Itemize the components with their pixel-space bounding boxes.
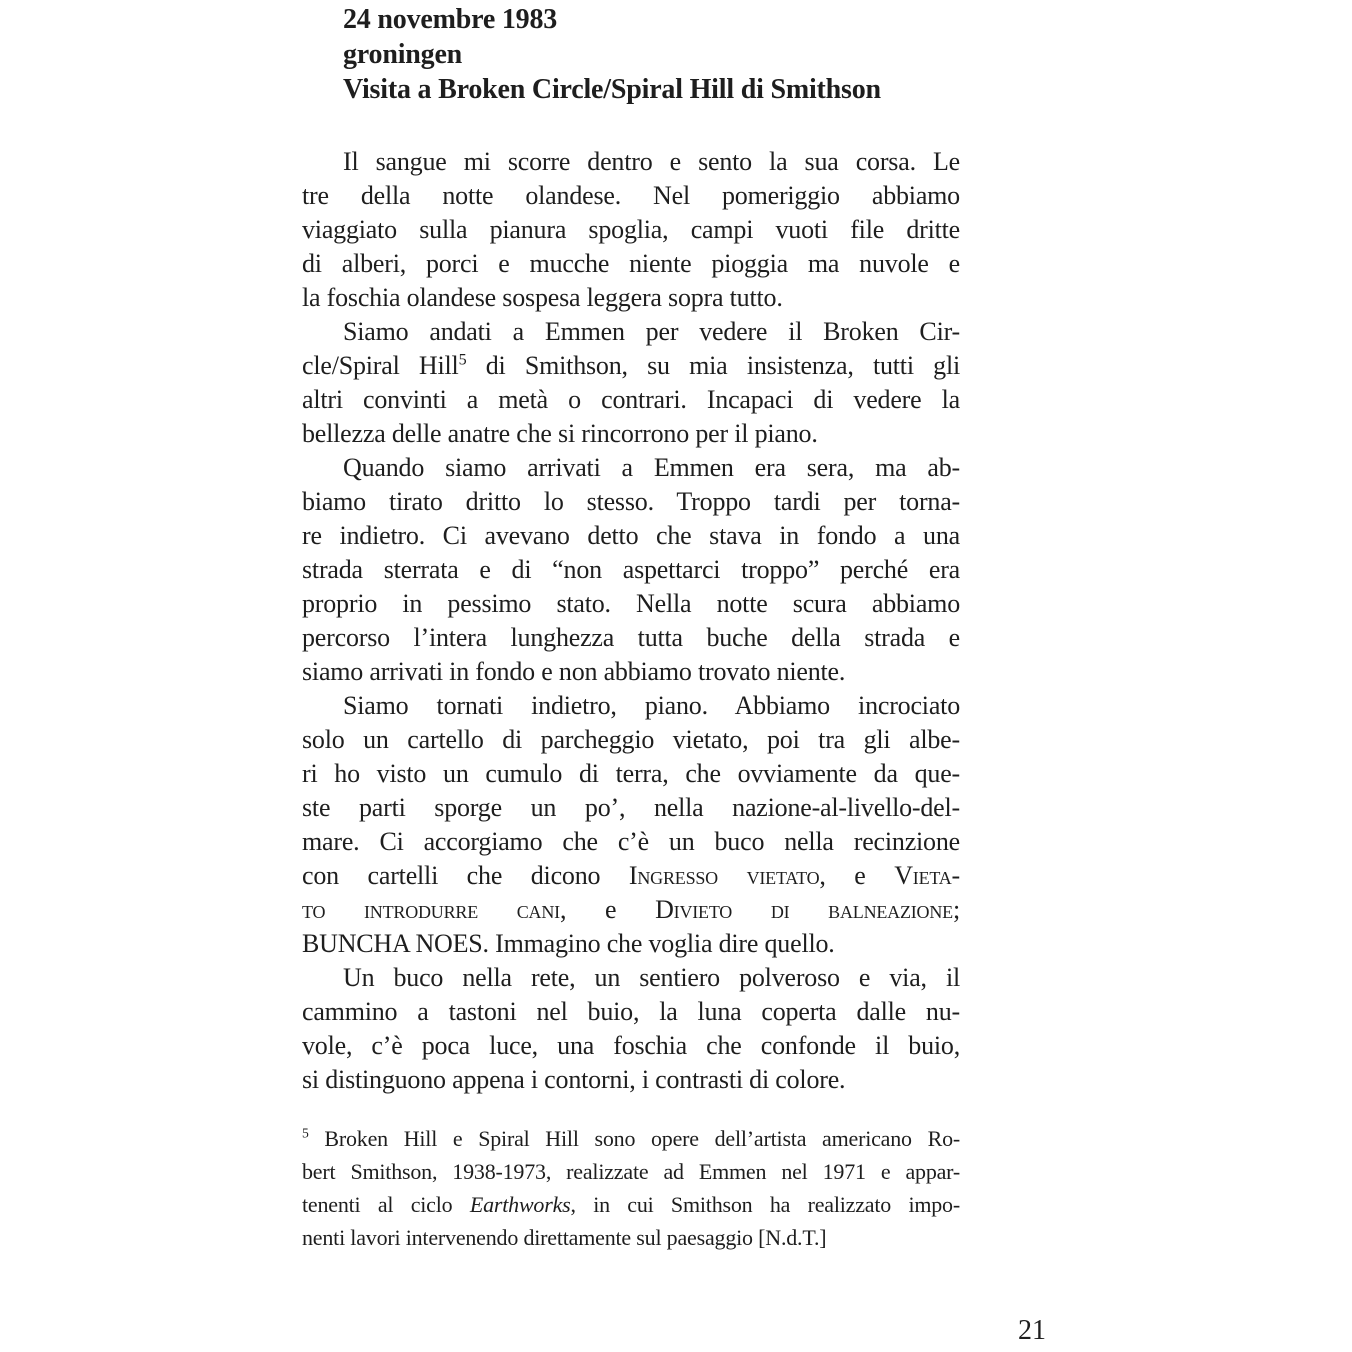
text-line (302, 655, 960, 689)
text-segment: mare. Ci accorgiamo che c’è un buco nella recinzione (302, 827, 960, 856)
footnote-reference: 5 (458, 351, 467, 369)
text-line (302, 791, 960, 825)
text-line (302, 1029, 960, 1063)
text-segment: bellezza delle anatre che si rincorrono per il piano. (302, 419, 818, 448)
text-line (302, 961, 960, 995)
text-segment: vole, c’è poca luce, una foschia che confonde il buio, (302, 1031, 960, 1060)
text-segment: Il sangue mi scorre dentro e sento la sua corsa. Le (343, 147, 960, 176)
chapter-header (343, 2, 960, 107)
text-line (302, 689, 960, 723)
text-line (302, 485, 960, 519)
text-line (302, 179, 960, 213)
text-segment: la foschia olandese sospesa leggera sopra tutto. (302, 283, 783, 312)
text-line (302, 1155, 960, 1188)
text-segment: siamo arrivati in fondo e non abbiamo trovato niente. (302, 657, 846, 686)
text-line (302, 621, 960, 655)
header-line: Visita a Broken Circle/Spiral Hill di Smithson (343, 74, 881, 105)
text-line (302, 927, 960, 961)
text-line (302, 893, 960, 927)
header-line: 24 novembre 1983 (343, 4, 558, 35)
text-segment: proprio in pessimo stato. Nella notte scura abbiamo (302, 589, 960, 618)
text-segment: Earthworks (469, 1192, 571, 1217)
text-line (302, 247, 960, 281)
text-line (302, 995, 960, 1029)
text-segment: di Smithson, su mia insistenza, tutti gli (466, 351, 960, 380)
text-segment: con cartelli che dicono (302, 861, 629, 890)
text-line (302, 1188, 960, 1221)
text-segment: BUNCHA NOES. Immagino che voglia dire quello. (302, 929, 835, 958)
text-line (302, 825, 960, 859)
body-text (302, 145, 960, 1097)
text-line (302, 1063, 960, 1097)
text-segment: Vieta- (894, 861, 960, 890)
text-line (302, 859, 960, 893)
text-segment: bert Smithson, 1938-1973, realizzate ad Emmen nel 1971 e appar- (302, 1159, 960, 1184)
text-segment: cammino a tastoni nel buio, la luna coperta dalle nu- (302, 997, 960, 1026)
text-line (302, 1122, 960, 1155)
text-segment: di alberi, porci e mucche niente pioggia ma nuvole e (302, 249, 960, 278)
text-segment: Divieto di balneazione (655, 895, 953, 924)
text-line (302, 451, 960, 485)
text-segment: , e (559, 895, 656, 924)
text-column (302, 2, 960, 1254)
text-segment: percorso l’intera lunghezza tutta buche della strada e (302, 623, 960, 652)
text-segment: to introdurre cani (302, 895, 560, 924)
text-segment: Quando siamo arrivati a Emmen era sera, ma ab- (343, 453, 960, 482)
text-line (302, 723, 960, 757)
text-segment: re indietro. Ci avevano detto che stava in fondo a una (302, 521, 960, 550)
text-line (302, 417, 960, 451)
text-segment: ste parti sporge un po’, nella nazione-al-livello-del- (302, 793, 960, 822)
text-segment: ; (952, 895, 960, 924)
text-segment: solo un cartello di parcheggio vietato, poi tra gli albe- (302, 725, 960, 754)
text-line (302, 315, 960, 349)
text-segment: Ingresso vietato (628, 861, 820, 890)
text-segment: biamo tirato dritto lo stesso. Troppo tardi per torna- (302, 487, 960, 516)
text-line (302, 1221, 960, 1254)
text-segment: tenenti al ciclo (302, 1192, 470, 1217)
text-line (302, 281, 960, 315)
page-number: 21 (1018, 1315, 1046, 1346)
text-line (302, 519, 960, 553)
text-segment: Broken Hill e Spiral Hill sono opere dell’artista americano Ro- (308, 1126, 960, 1151)
text-segment: , in cui Smithson ha realizzato impo- (570, 1192, 960, 1217)
text-line (302, 349, 960, 383)
text-segment: altri convinti a metà o contrari. Incapaci di vedere la (302, 385, 960, 414)
text-segment: Siamo tornati indietro, piano. Abbiamo incrociato (343, 691, 960, 720)
text-segment: strada sterrata e di “non aspettarci troppo” perché era (302, 555, 960, 584)
footnote-reference: 5 (302, 1125, 309, 1141)
text-line (302, 213, 960, 247)
text-segment: ri ho visto un cumulo di terra, che ovviamente da que- (302, 759, 960, 788)
header-line: groningen (343, 39, 463, 70)
text-line (302, 553, 960, 587)
text-line (302, 587, 960, 621)
text-segment: si distinguono appena i contorni, i contrasti di colore. (302, 1065, 846, 1094)
text-segment: , e (819, 861, 895, 890)
text-segment: nenti lavori intervenendo direttamente sul paesaggio [N.d.T.] (302, 1225, 827, 1250)
text-segment: Un buco nella rete, un sentiero polveroso e via, il (343, 963, 960, 992)
text-segment: tre della notte olandese. Nel pomeriggio abbiamo (302, 181, 960, 210)
text-line (302, 383, 960, 417)
text-line (302, 757, 960, 791)
text-segment: Siamo andati a Emmen per vedere il Broken Cir- (343, 317, 960, 346)
text-segment: viaggiato sulla pianura spoglia, campi vuoti file dritte (302, 215, 960, 244)
text-segment: cle/Spiral Hill (302, 351, 459, 380)
footnote (302, 1122, 960, 1254)
text-line (302, 145, 960, 179)
